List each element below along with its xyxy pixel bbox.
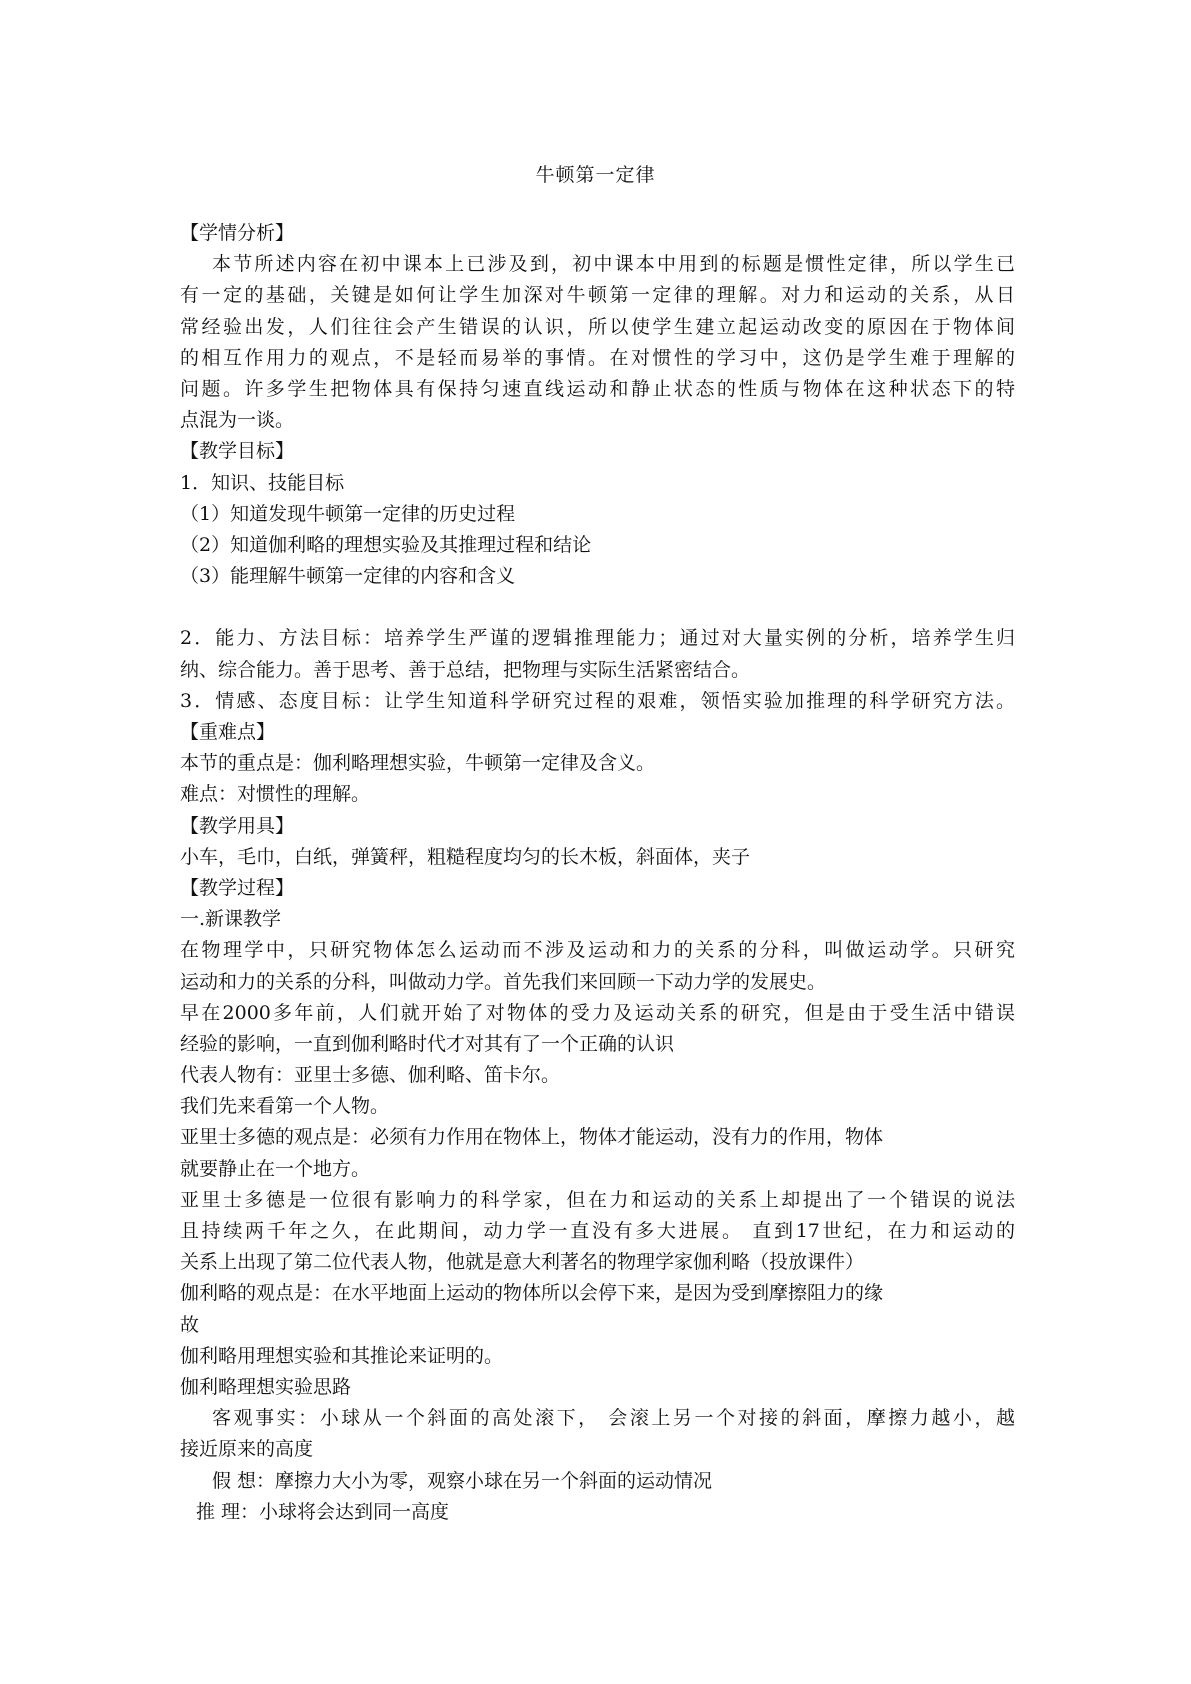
text-line: 就要静止在一个地方。 bbox=[180, 1157, 371, 1180]
text-line: （1）知道发现牛顿第一定律的历史过程 bbox=[180, 502, 516, 525]
text-line: 【学情分析】 bbox=[180, 222, 295, 244]
text-line: 运动和力的关系的分科，叫做动力学。首先我们来回顾一下动力学的发展史。 bbox=[180, 970, 827, 993]
text-line: 纳、综合能力。善于思考、善于总结，把物理与实际生活紧密结合。 bbox=[180, 658, 751, 681]
text-line: 且持续两千年之久，在此期间，动力学一直没有多大进展。 直到17世纪，在力和运动的 bbox=[180, 1220, 1015, 1242]
text-line: 2．能力、方法目标：培养学生严谨的逻辑推理能力；通过对大量实例的分析，培养学生归 bbox=[180, 627, 1015, 650]
text-line: 推 理：小球将会达到同一高度 bbox=[196, 1500, 450, 1523]
text-line: 在物理学中，只研究物体怎么运动而不涉及运动和力的关系的分科，叫做运动学。只研究 bbox=[180, 939, 1015, 962]
blank-line bbox=[180, 592, 1015, 623]
text-line: 代表人物有：亚里士多德、伽利略、笛卡尔。 bbox=[180, 1064, 561, 1087]
text-line: 【教学目标】 bbox=[180, 440, 295, 463]
text-line: 【重难点】 bbox=[180, 721, 276, 743]
text-line: 亚里士多德是一位很有影响力的科学家，但在力和运动的关系上却提出了一个错误的说法 bbox=[180, 1188, 1015, 1211]
text-line: 亚里士多德的观点是：必须有力作用在物体上，物体才能运动，没有力的作用，物体 bbox=[180, 1126, 884, 1149]
text-line: 一.新课教学 bbox=[180, 908, 282, 931]
text-line: 有一定的基础，关键是如何让学生加深对牛顿第一定律的理解。对力和运动的关系，从日 bbox=[180, 284, 1015, 307]
text-line: 难点：对惯性的理解。 bbox=[180, 783, 371, 806]
document-body bbox=[180, 218, 1015, 1528]
text-line: 【教学过程】 bbox=[180, 876, 295, 899]
text-line: 经验的影响，一直到伽利略时代才对其有了一个正确的认识 bbox=[180, 1032, 675, 1055]
text-line: 小车，毛巾，白纸，弹簧秤，粗糙程度均匀的长木板，斜面体，夹子 bbox=[180, 845, 751, 868]
document-title: 牛顿第一定律 bbox=[535, 164, 656, 186]
text-line: 的相互作用力的观点，不是轻而易举的事情。在对惯性的学习中，这仍是学生难于理解的 bbox=[180, 346, 1015, 369]
text-line: 伽利略理想实验思路 bbox=[180, 1375, 352, 1398]
text-line: 接近原来的高度 bbox=[180, 1438, 314, 1461]
text-line: 【教学用具】 bbox=[180, 814, 295, 837]
text-line: 3．情感、态度目标：让学生知道科学研究过程的艰难，领悟实验加推理的科学研究方法。 bbox=[180, 689, 1015, 712]
text-line: 点混为一谈。 bbox=[180, 409, 295, 432]
text-line: 常经验出发，人们往往会产生错误的认识，所以使学生建立起运动改变的原因在于物体间 bbox=[180, 315, 1015, 338]
text-line: （3）能理解牛顿第一定律的内容和含义 bbox=[180, 565, 516, 588]
text-line: 伽利略的观点是：在水平地面上运动的物体所以会停下来，是因为受到摩擦阻力的缘 bbox=[180, 1282, 884, 1305]
text-line: 本节所述内容在初中课本上已涉及到，初中课本中用到的标题是惯性定律，所以学生已 bbox=[212, 253, 1015, 276]
text-line: 客观事实：小球从一个斜面的高处滚下， 会滚上另一个对接的斜面，摩擦力越小，越 bbox=[212, 1407, 1015, 1430]
text-line: 伽利略用理想实验和其推论来证明的。 bbox=[180, 1344, 504, 1367]
text-line: 关系上出现了第二位代表人物，他就是意大利著名的物理学家伽利略（投放课件） bbox=[180, 1251, 865, 1274]
text-line: 假 想：摩擦力大小为零，观察小球在另一个斜面的运动情况 bbox=[212, 1469, 713, 1492]
text-line: （2）知道伽利略的理想实验及其推理过程和结论 bbox=[180, 533, 592, 556]
text-line: 早在2000多年前，人们就开始了对物体的受力及运动关系的研究，但是由于受生活中错误 bbox=[180, 1001, 1015, 1024]
text-line: 1．知识、技能目标 bbox=[180, 471, 345, 494]
text-line: 问题。许多学生把物体具有保持匀速直线运动和静止状态的性质与物体在这种状态下的特 bbox=[180, 377, 1015, 400]
text-line: 本节的重点是：伽利略理想实验，牛顿第一定律及含义。 bbox=[180, 752, 656, 775]
text-line: 故 bbox=[180, 1313, 200, 1336]
text-line: 我们先来看第一个人物。 bbox=[180, 1095, 390, 1118]
